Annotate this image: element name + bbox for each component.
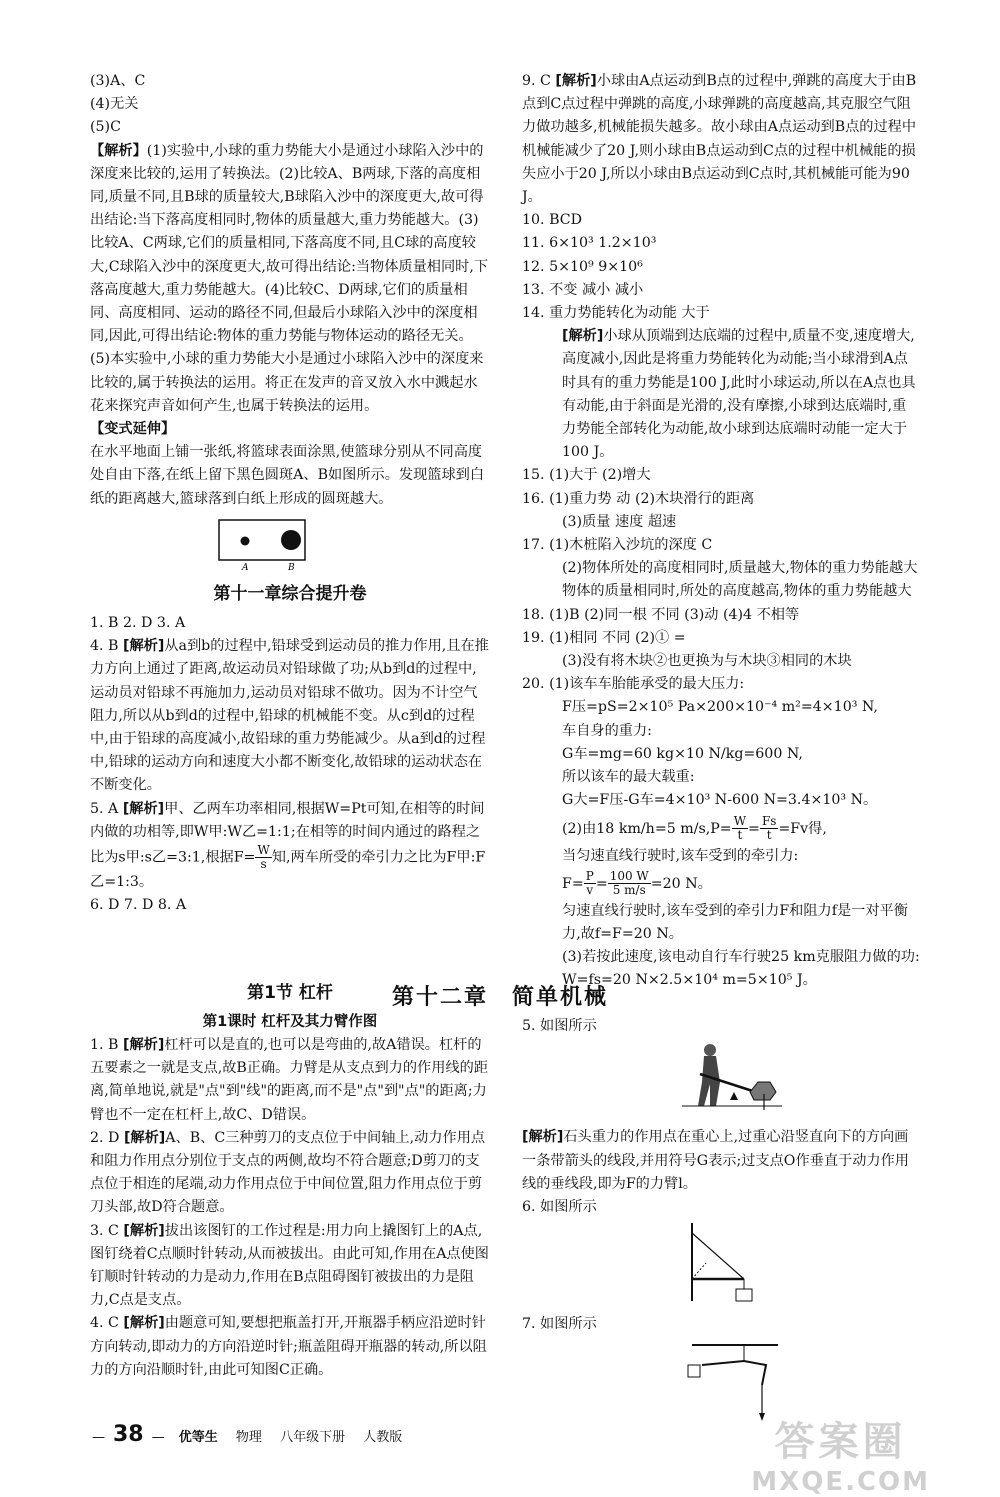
- answer-line: 7. 如图所示: [522, 1316, 597, 1333]
- equation-line: 匀速直线行驶时,该车受到的牵引力F和阻力f是一对平衡力,故f=F=20 N。: [562, 902, 908, 942]
- lesson-subtitle: 第1课时 杠杆及其力臂作图: [202, 1013, 378, 1030]
- page-number: 38: [113, 1422, 144, 1447]
- extension-tag: 【变式延伸】: [90, 421, 176, 438]
- section-title: 第十一章综合提升卷: [213, 583, 367, 604]
- spot-b: [281, 530, 301, 550]
- lesson-title: 第1节 杠杆: [247, 982, 333, 1003]
- spot-a-label: A: [242, 562, 249, 571]
- book-meta: [179, 1430, 416, 1445]
- answer-line: (4)无关: [90, 96, 139, 113]
- analysis-text: 引力之比为F甲:F乙=1:3。: [90, 849, 486, 891]
- lesson-question-1: 1. B [解析]杠杆可以是直的,也可以是弯曲的,故A错误。杠杆的五要素之一就是支点,故B正确。力臂是从支点到力的作用线的距离,简单地说,就是"点"到"线"的距离,而不是"点"到"点"的距离;力臂也不一定在杠杆上,故C、D错误。: [90, 1036, 489, 1123]
- analysis-text: 知,两车所受的牵: [271, 849, 376, 866]
- answer-line: 14. 重力势能转化为动能 大于: [522, 305, 710, 322]
- equation-line: (3)若按此速度,该电动自行车行驶25 km克服阻力做的功:: [562, 949, 920, 966]
- equation-line: 当匀速直线行驶时,该车受到的牵引力:: [562, 847, 799, 864]
- lesson-question-3: 3. C [解析]拔出该图钉的工作过程是:用力向上撬图钉上的A点,图钉绕着C点顺时针转动,从而被拔出。由此可知,作用在A点使图钉顺时针转动的力是动力,作用在B点阻碍图钉被拔出的力是阻力,C点是支点。: [90, 1222, 489, 1309]
- answer-line: 10. BCD: [522, 212, 582, 229]
- analysis-text: 过的路程之比为s甲:s乙=3:1,根据F=: [90, 823, 481, 866]
- right-column: [522, 70, 920, 993]
- answer-line: (3)质量 速度 超速: [562, 513, 677, 530]
- equation-line: G车=mg=60 kg×10 N/kg=600 N,: [562, 745, 803, 762]
- equation-line: (2)由18 km/h=5 m/s,P= $\frac{W}{t}$ = $\frac{Fs}{t}$ =Fv得,: [562, 814, 827, 842]
- question-5: [90, 798, 490, 895]
- paper-spots-diagram: [218, 519, 306, 571]
- person-lever-diagram: [682, 1042, 782, 1114]
- answer-line: 15. (1)大于 (2)增大: [522, 467, 651, 484]
- answer-line: 18. (1)B (2)同一根 不同 (3)动 (4)4 不相等: [522, 606, 800, 623]
- analysis-text: (1)实验中,小球的重力势能大小是通过小球陷入沙中的深度来比较的,运用了转换法。(2)比较A、B两球,下落的高度相同,质量不同,且B球的质量较大,B球陷入沙中的深度更大,故可得出结论:当下落高度相同时,物体的质量越大,重力势能越大。(3)比较A、C两球,它们的质量相同,下落高度不同,且C球的高度较大,C球陷入沙中的深度更大,故可得出结论:当物体质量相同时,下落高度越大,重力势能越大。(4)比较C、D两球,它们的质量相同、高度相同、运动的路径不同,但最后小球陷入沙中的深度相同,因此,可得出结论:物体的重力势能与物体运动的路径无关。(5)本实验中,小球的重力势能大小是通过小球陷入沙中的深度来比较的,属于转换法的运用。将正在发声的音叉放入水中溅起水花来探究声音如何产生,也属于转换法的运用。: [90, 142, 489, 414]
- chapter-name: 简单机械: [512, 985, 609, 1010]
- equation-line: W=fs=20 N×2.5×10⁴ m=5×10⁵ J。: [562, 972, 817, 989]
- fulcrum: [730, 1092, 738, 1100]
- question-9: 9. C [解析]小球由A点运动到B点的过程中,弹跳的高度大于由B点到C点过程中弹跳的高度,小球弹跳的高度越高,其克服空气阻力做功越多,机械能损失越多。故小球由A点运动到B点的过程中机械能减少了20 J,则小球由B点运动到C点的过程中机械能的损失应小于20 J,所以小球由B点运动到C点时,其机械能可能为90 J。: [522, 73, 917, 206]
- extension-text: 在水平地面上铺一张纸,将篮球表面涂黑,使篮球分别从不同高度处自由下落,在纸上留下黑色圆斑A、B如图所示。发现篮球到白纸的距离越大,篮球落到白纸上形成的圆斑越大。: [90, 444, 485, 507]
- bent-lever: [702, 1361, 766, 1385]
- analysis-paragraph: [90, 140, 490, 418]
- question-5-analysis: [解析]石头重力的作用点在重心上,过重心沿竖直向下的方向画一条带箭头的线段,并用符号G表示;过支点O作垂直于动力作用线的垂线段,即为F的力臂l。: [522, 1129, 909, 1192]
- answer-line: 17. (1)木桩陷入沙坑的深度 C: [522, 537, 713, 554]
- watermark-url: MXQE.COM: [751, 1467, 930, 1497]
- answer-line: 20. (1)该车车胎能承受的最大压力:: [522, 676, 745, 693]
- answer-line: 16. (1)重力势 动 (2)木块滑行的距离: [522, 490, 755, 507]
- answer-line: 12. 5×10⁹ 9×10⁶: [522, 258, 643, 275]
- chapter-number: 第十二章: [391, 985, 488, 1010]
- fraction: $\frac{W}{s}$: [257, 843, 270, 872]
- equation-line: 车自身的重力:: [562, 722, 652, 739]
- analysis-tag: 【解析】: [90, 142, 147, 159]
- subject: 物理: [235, 1430, 262, 1445]
- equation-line: 所以该车的最大载重:: [562, 769, 695, 786]
- force-line: [692, 1233, 744, 1279]
- arm-line: [692, 1263, 706, 1279]
- question-number: 5. A: [90, 800, 119, 817]
- lever-stone-figure: [682, 1042, 920, 1122]
- person-body: [698, 1056, 720, 1106]
- answer-line: (3)没有将木块②也更换为与木块③相同的木块: [562, 653, 852, 670]
- ball-spot-figure: [218, 519, 490, 571]
- person-head: [704, 1044, 716, 1056]
- answer-line: 6. 如图所示: [522, 1199, 597, 1216]
- answer-line: 1. B 2. D 3. A: [90, 615, 186, 632]
- watermark: [751, 1410, 930, 1497]
- answer-line: 6. D 7. D 8. A: [90, 897, 187, 914]
- analysis-text: 从a到b的过程中,铅球受到运动员的推力作用,且在推力方向上通过了距离,故运动员对铅球做了功;从b到d的过程中,运动员对铅球不再施加力,运动员对铅球不做功。因为不计空气阻力,所以从b到d的过程中,铅球的机械能不变。从c到d的过程中,由于铅球的高度减小,故铅球的重力势能减少。从a到d的过程中,铅球的运动方向和速度大小都不断变化,故铅球的运动状态在不断变化。: [90, 638, 489, 794]
- answer-line: 11. 6×10³ 1.2×10³: [522, 235, 657, 252]
- left-column: [90, 70, 490, 1382]
- question-number: 4. B: [90, 638, 119, 655]
- answer-line: 5. 如图所示: [522, 1018, 597, 1034]
- spot-a: [241, 536, 250, 545]
- lesson-question-4: 4. C [解析]由题意可知,要想把瓶盖打开,开瓶器手柄应沿逆时针方向转动,即动力的方向沿逆时针;瓶盖阻碍开瓶器的转动,所以阻力的方向沿顺时针,由此可知图C正确。: [90, 1315, 487, 1378]
- wall-lever-figure: [672, 1223, 920, 1311]
- analysis-tag: [解析]: [123, 638, 165, 655]
- answer-line: (3)A、C: [90, 73, 146, 89]
- spot-b-label: B: [288, 562, 295, 571]
- analysis-text: 甲、乙两车功率相同,根据W=Pt可知,在相等的时间内做的功相等,即W甲:W乙=1:1;在相等的时间内通: [90, 800, 485, 840]
- right-lower-column: [522, 1015, 920, 1431]
- page-footer: — 38 — 优等生 物理 八年级下册 人教版: [92, 1422, 416, 1447]
- equation-line: G大=F压-G车=4×10³ N-600 N=3.4×10³ N。: [562, 792, 878, 809]
- brand: 优等生: [178, 1430, 218, 1445]
- stone: [750, 1082, 776, 1100]
- answer-line: (2)物体所处的高度相同时,质量越大,物体的重力势能越大 物体的质量相同时,所处的高度越高,物体的重力势能越大: [562, 560, 918, 600]
- load-box: [688, 1365, 700, 1377]
- bent-lever-diagram: [682, 1341, 782, 1421]
- question-4: [90, 635, 490, 797]
- grade: 八年级下册: [280, 1430, 346, 1445]
- edition: 人教版: [363, 1430, 403, 1445]
- analysis-tag: [解析]: [122, 800, 165, 817]
- wall-lever-diagram: [672, 1223, 772, 1303]
- lesson-question-2: 2. D [解析]A、B、C三种剪刀的支点位于中间轴上,动力作用点和阻力作用点分别位于支点的两侧,故均不符合题意;D剪刀的支点位于相连的尾端,动力作用点位于中间位置,阻力作用点位于剪刀头部,故D符合题意。: [90, 1129, 486, 1216]
- chapter-title: [0, 980, 1000, 1011]
- equation-line: F压=pS=2×10⁵ Pa×200×10⁻⁴ m²=4×10³ N,: [562, 699, 878, 716]
- answer-line: 13. 不变 减小 减小: [522, 281, 644, 298]
- question-14-analysis: [解析]小球从顶端到达底端的过程中,质量不变,速度增大,高度减小,因此是将重力势能转化为动能;当小球滑到A点时具有的重力势能是100 J,此时小球运动,所以在A点也具有动能,由于斜面是光滑的,没有摩擦,小球到达底端时,重力势能全部转化为动能,故小球到达底端时动能一定大于100 J。: [562, 328, 916, 461]
- answer-line: 19. (1)相同 不同 (2)① =: [522, 629, 686, 646]
- watermark-text: 答案圈: [774, 1419, 907, 1465]
- hanging-box: [736, 1289, 752, 1301]
- equation-line: F= $\frac{P}{v}$ = $\frac{100 W}{5 m/s}$ =20 N。: [562, 869, 712, 898]
- answer-line: (5)C: [90, 119, 121, 136]
